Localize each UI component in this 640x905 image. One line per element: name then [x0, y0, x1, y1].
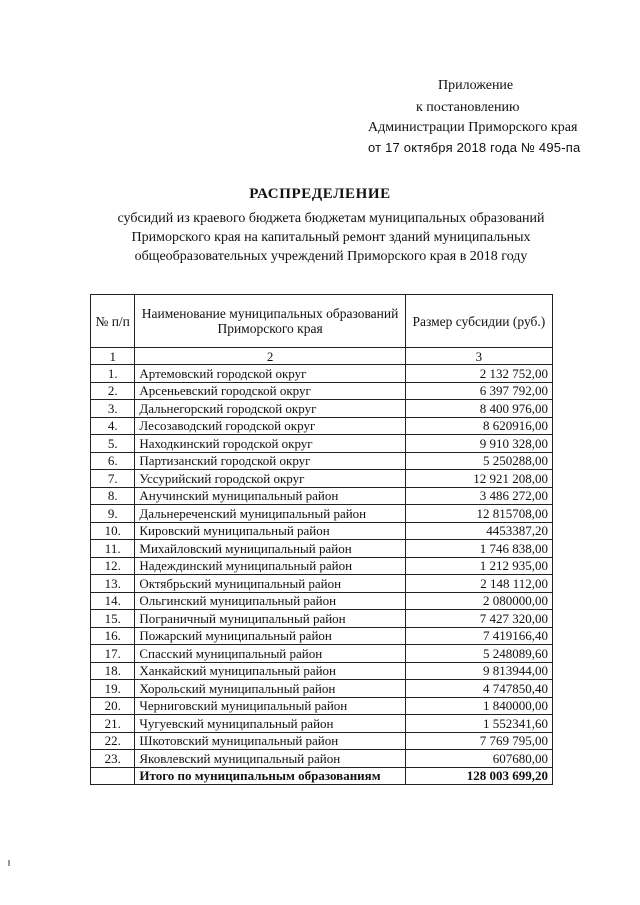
total-amount: 128 003 699,20 — [405, 767, 552, 785]
scan-mark — [8, 860, 10, 866]
subtitle-line: Приморского края на капитальный ремонт зданий муниципальных — [131, 230, 531, 245]
row-municipality: Яковлевский муниципальный район — [135, 750, 405, 768]
table-row — [91, 680, 553, 698]
table-row — [91, 592, 553, 610]
row-municipality: Анучинский муниципальный район — [135, 487, 405, 505]
table-row — [91, 470, 553, 488]
row-municipality: Уссурийский городской округ — [135, 470, 405, 488]
row-municipality: Дальнегорский городской округ — [135, 400, 405, 418]
row-amount: 4 747850,40 — [405, 680, 552, 698]
appendix-header — [360, 76, 590, 158]
row-number: 17. — [91, 645, 135, 663]
row-amount: 7 419166,40 — [405, 627, 552, 645]
row-municipality: Спасский муниципальный район — [135, 645, 405, 663]
header-name: Наименование муниципальных образований Приморского края — [135, 295, 405, 348]
header-num: № п/п — [91, 295, 135, 348]
table-row — [91, 715, 553, 733]
table-header-row — [91, 295, 553, 348]
document-subtitle — [96, 209, 566, 266]
table-row — [91, 697, 553, 715]
row-number: 20. — [91, 697, 135, 715]
column-number: 2 — [135, 348, 405, 365]
row-number: 10. — [91, 522, 135, 540]
row-amount: 12 815708,00 — [405, 505, 552, 523]
resolution-reference: к постановлению — [416, 100, 520, 115]
row-amount: 607680,00 — [405, 750, 552, 768]
row-municipality: Кировский муниципальный район — [135, 522, 405, 540]
row-amount: 2 148 112,00 — [405, 575, 552, 593]
row-number: 2. — [91, 382, 135, 400]
row-municipality: Октябрьский муниципальный район — [135, 575, 405, 593]
total-row — [91, 767, 553, 785]
table-row — [91, 382, 553, 400]
row-number: 6. — [91, 452, 135, 470]
row-number: 15. — [91, 610, 135, 628]
subtitle-line: общеобразовательных учреждений Приморского края в 2018 году — [134, 249, 528, 264]
row-number: 9. — [91, 505, 135, 523]
administration-name: Администрации Приморского края — [368, 120, 578, 135]
row-municipality: Ханкайский муниципальный район — [135, 662, 405, 680]
row-amount: 12 921 208,00 — [405, 470, 552, 488]
row-municipality: Находкинский городской округ — [135, 435, 405, 453]
row-amount: 1 840000,00 — [405, 697, 552, 715]
row-municipality: Надеждинский муниципальный район — [135, 557, 405, 575]
total-label: Итого по муниципальным образованиям — [135, 767, 405, 785]
table-row — [91, 627, 553, 645]
row-amount: 1 552341,60 — [405, 715, 552, 733]
row-number: 7. — [91, 470, 135, 488]
table-row — [91, 417, 553, 435]
table-row — [91, 365, 553, 383]
row-amount: 3 486 272,00 — [405, 487, 552, 505]
row-municipality: Лесозаводский городской округ — [135, 417, 405, 435]
row-amount: 6 397 792,00 — [405, 382, 552, 400]
table-row — [91, 400, 553, 418]
row-number: 19. — [91, 680, 135, 698]
row-amount: 1 212 935,00 — [405, 557, 552, 575]
row-municipality: Артемовский городской округ — [135, 365, 405, 383]
row-municipality: Чугуевский муниципальный район — [135, 715, 405, 733]
table-row — [91, 750, 553, 768]
appendix-label: Приложение — [438, 78, 514, 93]
row-amount: 2 132 752,00 — [405, 365, 552, 383]
row-number: 8. — [91, 487, 135, 505]
row-amount: 4453387,20 — [405, 522, 552, 540]
table-row — [91, 557, 553, 575]
resolution-date-number: от 17 октября 2018 года № 495-па — [368, 140, 581, 155]
row-amount: 9 910 328,00 — [405, 435, 552, 453]
row-municipality: Михайловский муниципальный район — [135, 540, 405, 558]
row-amount: 8 620916,00 — [405, 417, 552, 435]
row-number: 16. — [91, 627, 135, 645]
header-amount: Размер субсидии (руб.) — [405, 295, 552, 348]
column-number-row — [91, 348, 553, 365]
row-municipality: Хорольский муниципальный район — [135, 680, 405, 698]
row-municipality: Ольгинский муниципальный район — [135, 592, 405, 610]
row-municipality: Партизанский городской округ — [135, 452, 405, 470]
table-row — [91, 487, 553, 505]
row-number: 11. — [91, 540, 135, 558]
row-amount: 5 248089,60 — [405, 645, 552, 663]
row-amount: 7 769 795,00 — [405, 732, 552, 750]
column-number: 3 — [405, 348, 552, 365]
row-amount: 1 746 838,00 — [405, 540, 552, 558]
table-row — [91, 435, 553, 453]
row-number: 5. — [91, 435, 135, 453]
table-row — [91, 610, 553, 628]
row-number: 22. — [91, 732, 135, 750]
row-number: 1. — [91, 365, 135, 383]
row-amount: 9 813944,00 — [405, 662, 552, 680]
table-row — [91, 645, 553, 663]
row-municipality: Шкотовский муниципальный район — [135, 732, 405, 750]
row-number: 21. — [91, 715, 135, 733]
row-number: 23. — [91, 750, 135, 768]
row-municipality: Черниговский муниципальный район — [135, 697, 405, 715]
table-row — [91, 732, 553, 750]
row-municipality: Пограничный муниципальный район — [135, 610, 405, 628]
table-row — [91, 522, 553, 540]
row-number: 18. — [91, 662, 135, 680]
row-number: 4. — [91, 417, 135, 435]
total-num-cell — [91, 767, 135, 785]
column-number: 1 — [91, 348, 135, 365]
row-municipality: Дальнереченский муниципальный район — [135, 505, 405, 523]
row-amount: 2 080000,00 — [405, 592, 552, 610]
row-municipality: Арсеньевский городской округ — [135, 382, 405, 400]
table-row — [91, 575, 553, 593]
row-number: 14. — [91, 592, 135, 610]
table-body — [91, 365, 553, 768]
table-row — [91, 662, 553, 680]
table-row — [91, 540, 553, 558]
table-row — [91, 452, 553, 470]
table-row — [91, 505, 553, 523]
subtitle-line: субсидий из краевого бюджета бюджетам муниципальных образований — [117, 211, 545, 226]
row-municipality: Пожарский муниципальный район — [135, 627, 405, 645]
document-title: РАСПРЕДЕЛЕНИЕ — [249, 186, 391, 202]
row-amount: 7 427 320,00 — [405, 610, 552, 628]
subsidy-table — [90, 294, 553, 785]
row-amount: 8 400 976,00 — [405, 400, 552, 418]
row-number: 12. — [91, 557, 135, 575]
row-number: 13. — [91, 575, 135, 593]
row-amount: 5 250288,00 — [405, 452, 552, 470]
row-number: 3. — [91, 400, 135, 418]
